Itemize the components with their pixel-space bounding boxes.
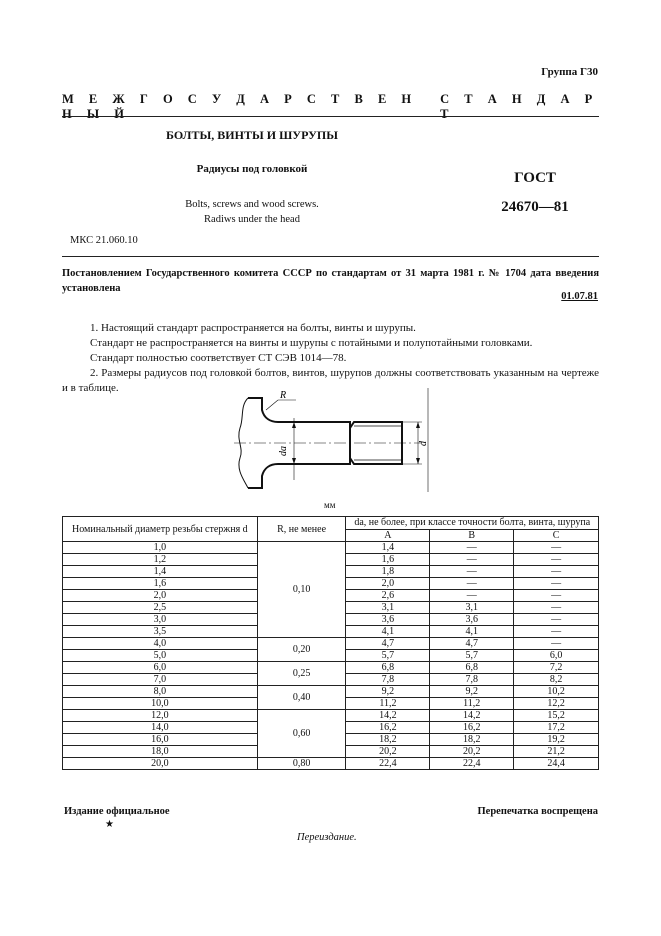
- banner-right: С Т А Н Д А Р Т: [440, 92, 599, 121]
- cell-class-c: 10,2: [514, 686, 599, 698]
- table-row: [63, 758, 599, 770]
- cell-class-a: 4,7: [346, 638, 430, 650]
- paragraph-4: 2. Размеры радиусов под головкой болтов, винтов, шурупов должны соответствовать указанным на чертеже и в таблице.: [62, 367, 599, 394]
- document-title: БОЛТЫ, ВИНТЫ И ШУРУПЫ: [165, 128, 339, 142]
- cell-class-a: 22,4: [346, 758, 430, 770]
- decree-date: 01.07.81: [561, 291, 598, 302]
- cell-class-b: 5,7: [430, 650, 514, 662]
- cell-class-b: —: [430, 578, 514, 590]
- cell-radius: 0,80: [257, 758, 346, 770]
- cell-radius: 0,60: [257, 710, 346, 758]
- table-row: [63, 542, 599, 554]
- cell-class-a: 6,8: [346, 662, 430, 674]
- cell-diameter: 8,0: [63, 686, 258, 698]
- cell-diameter: 3,0: [63, 614, 258, 626]
- cell-class-c: —: [514, 590, 599, 602]
- cell-class-c: —: [514, 542, 599, 554]
- cell-class-a: 3,6: [346, 614, 430, 626]
- bolt-drawing: [222, 388, 442, 494]
- cell-class-b: 7,8: [430, 674, 514, 686]
- reprint-notice: Перепечатка воспрещена: [477, 806, 598, 817]
- cell-class-a: 5,7: [346, 650, 430, 662]
- cell-class-c: —: [514, 554, 599, 566]
- mks-rule: [62, 256, 599, 257]
- cell-radius: 0,40: [257, 686, 346, 710]
- header-radius: R, не менее: [257, 517, 346, 542]
- cell-class-c: —: [514, 638, 599, 650]
- cell-diameter: 3,5: [63, 626, 258, 638]
- cell-class-b: 22,4: [430, 758, 514, 770]
- header-class-b: B: [430, 529, 514, 542]
- cell-class-a: 9,2: [346, 686, 430, 698]
- cell-class-a: 16,2: [346, 722, 430, 734]
- cell-class-a: 20,2: [346, 746, 430, 758]
- table-row: [63, 710, 599, 722]
- official-edition: Издание официальное: [64, 806, 170, 817]
- cell-class-c: 8,2: [514, 674, 599, 686]
- label-da: da: [278, 446, 289, 456]
- cell-class-b: 3,6: [430, 614, 514, 626]
- cell-class-c: 12,2: [514, 698, 599, 710]
- cell-class-c: 21,2: [514, 746, 599, 758]
- cell-class-a: 3,1: [346, 602, 430, 614]
- gost-label: ГОСТ: [514, 170, 556, 186]
- cell-class-c: 7,2: [514, 662, 599, 674]
- cell-diameter: 16,0: [63, 734, 258, 746]
- cell-radius: 0,20: [257, 638, 346, 662]
- cell-class-a: 18,2: [346, 734, 430, 746]
- cell-class-b: 4,1: [430, 626, 514, 638]
- star-mark: ★: [105, 819, 114, 830]
- label-d: d: [418, 441, 429, 446]
- header-diameter: Номинальный диаметр резьбы стержня d: [63, 517, 258, 542]
- cell-class-b: —: [430, 590, 514, 602]
- cell-class-c: —: [514, 614, 599, 626]
- table-row: [63, 686, 599, 698]
- header-class-a: A: [346, 529, 430, 542]
- cell-radius: 0,25: [257, 662, 346, 686]
- cell-diameter: 4,0: [63, 638, 258, 650]
- header-da: da, не более, при классе точности болта, винта, шурупа: [346, 517, 599, 530]
- group-code: Группа Г30: [541, 66, 598, 78]
- label-r: R: [280, 390, 287, 401]
- cell-class-c: —: [514, 578, 599, 590]
- paragraph-1: 1. Настоящий стандарт распространяется на болты, винты и шурупы.: [90, 322, 416, 334]
- cell-class-b: 18,2: [430, 734, 514, 746]
- cell-diameter: 1,2: [63, 554, 258, 566]
- paragraph-3: Стандарт полностью соответствует СТ СЭВ 1014—78.: [90, 352, 347, 364]
- cell-diameter: 5,0: [63, 650, 258, 662]
- mks-code: МКС 21.060.10: [70, 235, 138, 246]
- standard-banner: [62, 92, 599, 122]
- cell-class-a: 1,8: [346, 566, 430, 578]
- cell-class-b: 6,8: [430, 662, 514, 674]
- cell-class-b: —: [430, 566, 514, 578]
- cell-diameter: 14,0: [63, 722, 258, 734]
- cell-diameter: 7,0: [63, 674, 258, 686]
- table-row: [63, 638, 599, 650]
- header-rule: [62, 116, 599, 117]
- cell-diameter: 2,5: [63, 602, 258, 614]
- cell-class-a: 4,1: [346, 626, 430, 638]
- cell-class-b: 3,1: [430, 602, 514, 614]
- cell-class-a: 1,6: [346, 554, 430, 566]
- cell-diameter: 2,0: [63, 590, 258, 602]
- cell-class-b: 4,7: [430, 638, 514, 650]
- cell-class-b: 14,2: [430, 710, 514, 722]
- decree-text: Постановлением Государственного комитета СССР по стандартам от 31 марта 1981 г. № 1704 дата введения установлена: [62, 268, 599, 294]
- cell-diameter: 6,0: [63, 662, 258, 674]
- cell-class-b: —: [430, 554, 514, 566]
- cell-class-c: 15,2: [514, 710, 599, 722]
- cell-class-b: —: [430, 542, 514, 554]
- english-title: [62, 197, 442, 227]
- cell-diameter: 1,6: [63, 578, 258, 590]
- cell-radius: 0,10: [257, 542, 346, 638]
- cell-class-c: —: [514, 602, 599, 614]
- english-title-line1: Bolts, screws and wood screws.: [185, 199, 319, 210]
- document-subtitle: Радиусы под головкой: [196, 163, 308, 175]
- cell-diameter: 18,0: [63, 746, 258, 758]
- cell-class-a: 11,2: [346, 698, 430, 710]
- cell-class-b: 20,2: [430, 746, 514, 758]
- reissue-note: Переиздание.: [297, 832, 357, 843]
- english-title-line2: Radiws under the head: [204, 214, 300, 225]
- cell-diameter: 12,0: [63, 710, 258, 722]
- cell-class-c: 6,0: [514, 650, 599, 662]
- cell-class-b: 11,2: [430, 698, 514, 710]
- paragraph-2: Стандарт не распространяется на винты и шурупы с потайными и полупотайными головками.: [90, 337, 533, 349]
- gost-number: 24670—81: [501, 199, 569, 215]
- cell-class-a: 7,8: [346, 674, 430, 686]
- cell-class-b: 9,2: [430, 686, 514, 698]
- banner-left: М Е Ж Г О С У Д А Р С Т В Е Н Н Ы Й: [62, 92, 418, 121]
- cell-diameter: 1,4: [63, 566, 258, 578]
- cell-diameter: 20,0: [63, 758, 258, 770]
- cell-diameter: 10,0: [63, 698, 258, 710]
- cell-class-c: —: [514, 626, 599, 638]
- header-class-c: C: [514, 529, 599, 542]
- unit-label: мм: [324, 500, 336, 510]
- cell-class-c: —: [514, 566, 599, 578]
- cell-class-a: 14,2: [346, 710, 430, 722]
- cell-class-a: 2,0: [346, 578, 430, 590]
- cell-class-c: 17,2: [514, 722, 599, 734]
- cell-class-c: 19,2: [514, 734, 599, 746]
- cell-class-c: 24,4: [514, 758, 599, 770]
- cell-diameter: 1,0: [63, 542, 258, 554]
- table-row: [63, 662, 599, 674]
- cell-class-b: 16,2: [430, 722, 514, 734]
- radius-table: [62, 516, 599, 770]
- cell-class-a: 1,4: [346, 542, 430, 554]
- cell-class-a: 2,6: [346, 590, 430, 602]
